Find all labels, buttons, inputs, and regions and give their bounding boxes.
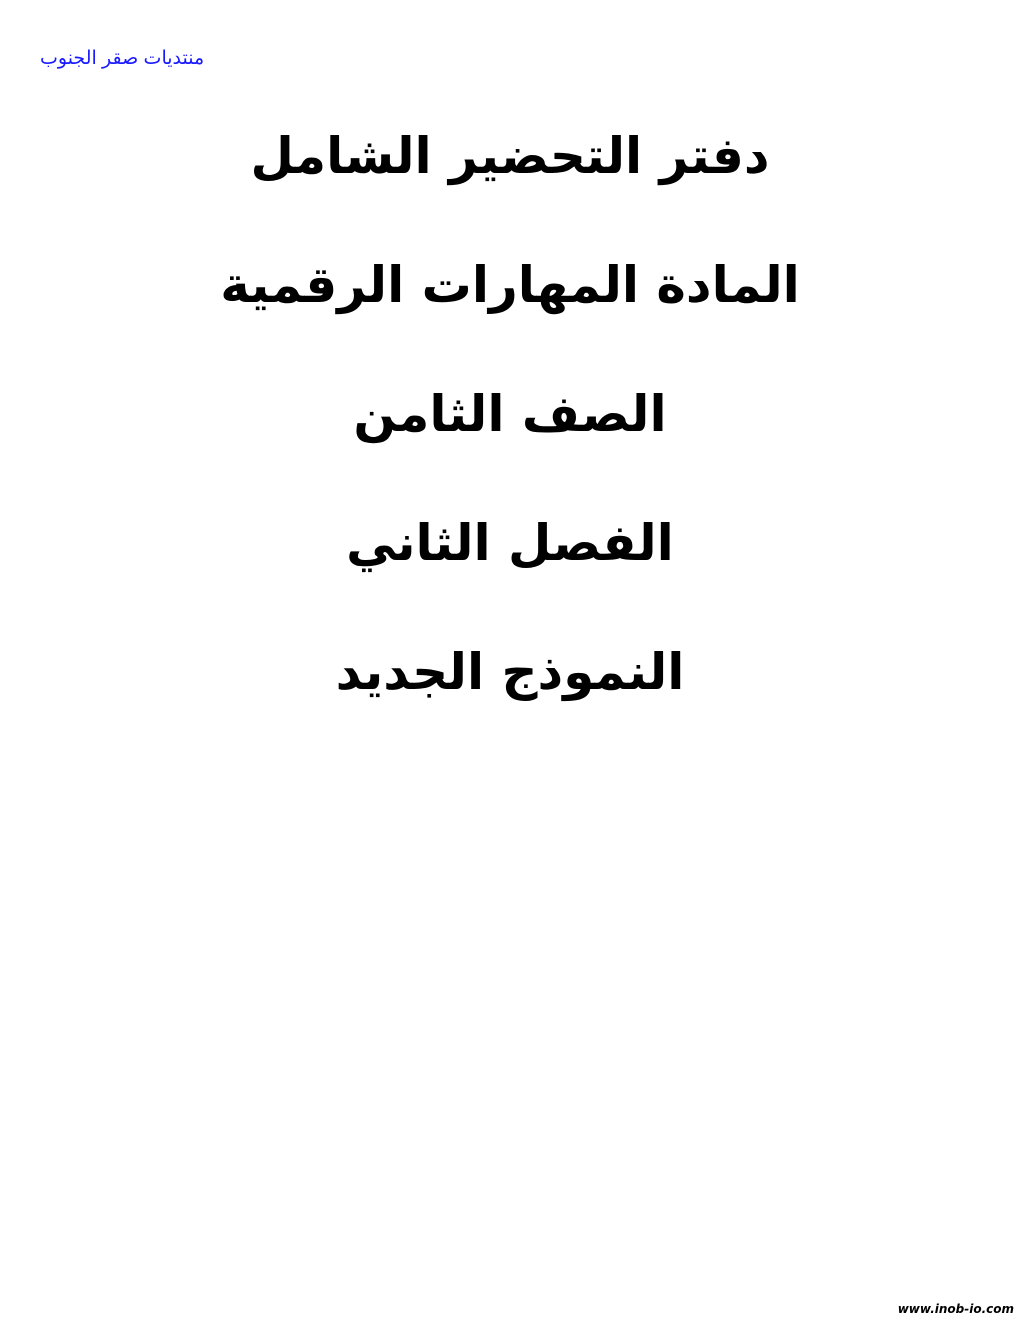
title-line-grade: الصف الثامن (353, 385, 667, 443)
site-footer-url: www.inob-io.com (897, 1302, 1014, 1316)
title-line-model: النموذج الجديد (335, 643, 685, 701)
title-line-notebook: دفتر التحضير الشامل (250, 127, 770, 185)
title-line-term: الفصل الثاني (346, 514, 674, 572)
title-line-subject: المادة المهارات الرقمية (220, 256, 800, 314)
forum-link[interactable]: منتديات صقر الجنوب (40, 48, 205, 69)
title-block (0, 126, 1020, 771)
